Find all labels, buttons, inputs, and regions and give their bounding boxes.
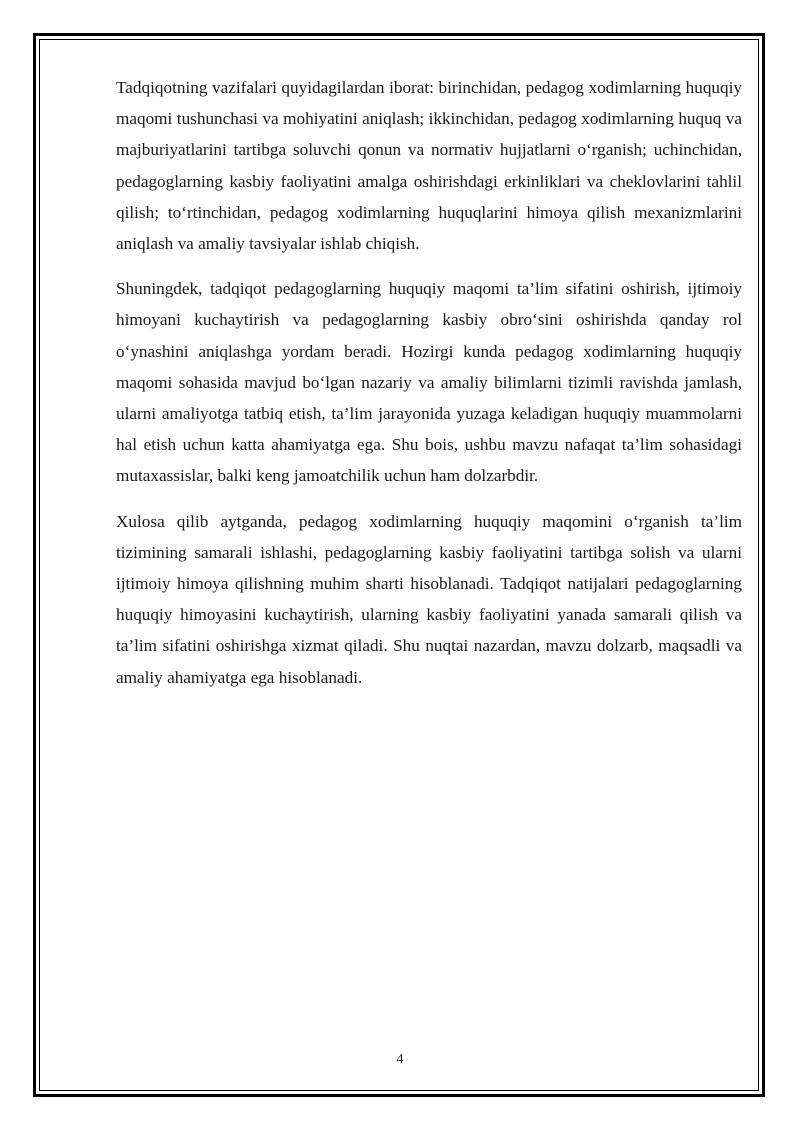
paragraph-conclusion: Xulosa qilib aytganda, pedagog xodimlarning huquqiy maqomini o‘rganish ta’lim tizimining samarali ishlashi, pedagoglarning kasbiy faoliyatini tartibga solish va ularni ijtimoiy himoya qilishning muhim sharti hisoblanadi. Tadqiqot natijalari pedagoglarning huquqiy himoyasini kuchaytirish, ularning kasbiy faoliyatini yanada samarali qilish va ta’lim sifatini oshirishga xizmat qiladi. Shu nuqtai nazardan, mavzu dolzarb, maqsadli va amaliy ahamiyatga ega hisoblanadi. (116, 511, 742, 687)
page-number: 4 (396, 1052, 404, 1067)
paragraph-tasks: Tadqiqotning vazifalari quyidagilardan iborat: birinchidan, pedagog xodimlarning huquqiy maqomi tushunchasi va mohiyatini aniqlash; ikkinchidan, pedagog xodimlarning huquq va majburiyatlarini tartibga soluvchi qonun va normativ hujjatlarni o‘rganish; uchinchidan, pedagoglarning kasbiy faoliyatini amalga oshirishdagi erkinliklari va cheklovlarini tahlil qilish; to‘rtinchidan, pedagog xodimlarning huquqlarini himoya qilish mexanizmlarini aniqlash va amaliy tavsiyalar ishlab chiqish. (116, 78, 742, 254)
paragraph-significance: Shuningdek, tadqiqot pedagoglarning huquqiy maqomi ta’lim sifatini oshirish, ijtimoiy himoyani kuchaytirish va pedagoglarning kasbiy obro‘sini oshirishda qanday rol o‘ynashini aniqlashga yordam beradi. Hozirgi kunda pedagog xodimlarning huquqiy maqomi sohasida mavjud bo‘lgan nazariy va amaliy bilimlarni tizimli ravishda jamlash, ularni amaliyotga tatbiq etish, ta’lim jarayonida yuzaga keladigan huquqiy muammolarni hal etish uchun katta ahamiyatga ega. Shu bois, ushbu mavzu nafaqat ta’lim sohasidagi mutaxassislar, balki keng jamoatchilik uchun ham dolzarbdir. (116, 279, 742, 486)
document-body (116, 72, 742, 707)
